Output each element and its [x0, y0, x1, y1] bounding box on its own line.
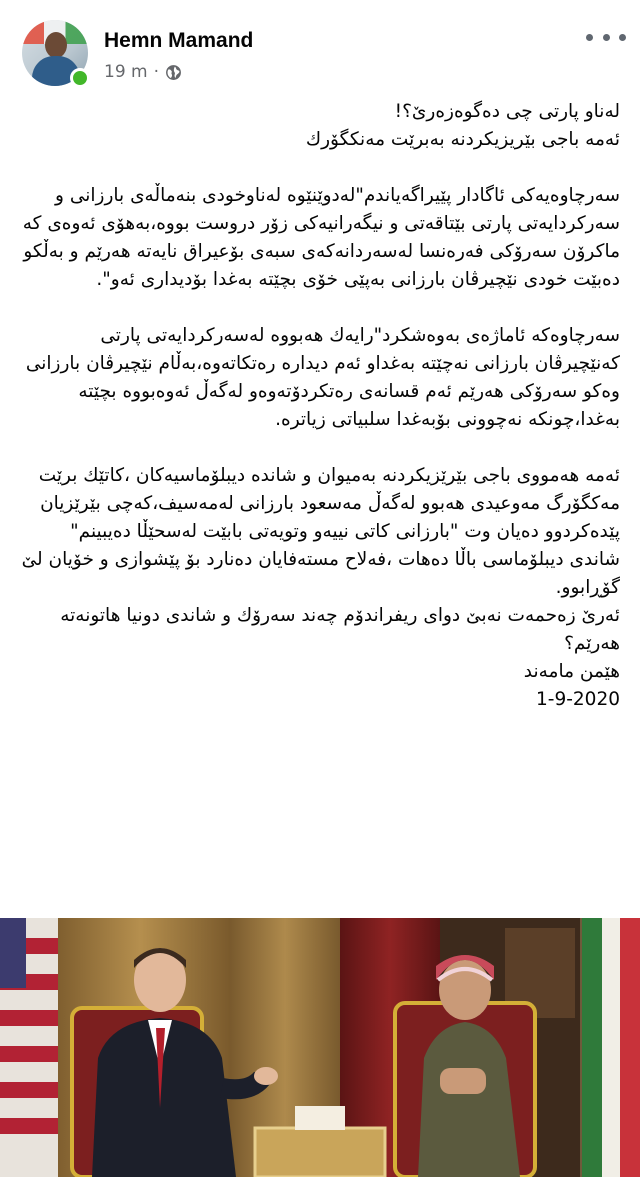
- avatar-head: [45, 32, 67, 58]
- post-paragraph-4: شاندی دیبلۆماسی باڵا دەهات ،فەلاح مستەفایان دەنارد بۆ پێشوازی و خۆیان لێ گۆڕابوو.: [21, 549, 620, 598]
- more-dot: [603, 34, 610, 41]
- post-paragraph-2: سەرچاوەکە ئاماژەی بەوەشکرد"رایەك هەبووە لەسەرکردایەتی پارتی کەنێچیرڤان بارزانی نەچێتە بەغداو ئەم دیدارە رەتکاتەوە،بەڵام نێچیرڤان بارزانی وەکو سەرۆکی هەرێم ئەم قسانەی رەتکردۆتەوەو لەگەڵ ئەوەبووە بچێتە بەغدا،چونکە نەچوونی بۆبەغدا سلبیاتی زیاترە.: [25, 325, 620, 430]
- author-name[interactable]: Hemn Mamand: [104, 29, 254, 52]
- post-paragraph-5: ئەرێ زەحمەت نەبێ دوای ریفراندۆم چەند سەرۆك و شاندی دونیا هاتونەتە هەرێم؟: [60, 605, 620, 654]
- post-line-title: لەناو پارتی چی دەگوەزەرێ؟!: [394, 101, 620, 122]
- post-header: [0, 0, 640, 100]
- more-options-button[interactable]: [586, 26, 626, 48]
- post-date: 1-9-2020: [536, 689, 620, 710]
- meeting-photo-illustration: [0, 918, 640, 1177]
- post-paragraph-1: سەرچاوەیەکی ئاگادار پێیراگەیاندم"لەدوێنێوە لەناوخودی بنەماڵەی بارزانی و سەرکردایەتی پارتی بێتاقەتی و نیگەرانیەکی زۆر دروست بووە،بەهۆی ئەوەی کە ماکرۆن سەرۆکی فەرەنسا لەسەردانەکەی سبەی بۆعیراق نایەتە هەرێم و بەڵکو دەبێت خودی نێچیرڤان بارزانی بەپێی خۆی بچێتە بەغدا بۆدیداری ئەو".: [22, 185, 620, 290]
- more-dot: [619, 34, 626, 41]
- post-time[interactable]: 19 m: [104, 62, 148, 82]
- post-text: [14, 98, 620, 714]
- kurdistan-flag: [582, 918, 640, 1177]
- paragraph-gap: [14, 294, 620, 322]
- paragraph-gap: [14, 434, 620, 462]
- globe-icon[interactable]: [165, 64, 182, 81]
- online-status-indicator: [70, 68, 90, 88]
- paragraph-gap: [14, 154, 620, 182]
- post-meta: [104, 62, 182, 82]
- post-photo[interactable]: [0, 918, 640, 1177]
- more-dot: [586, 34, 593, 41]
- post-paragraph-3: ئەمە هەمووی باجی بێرێزیکردنە بەمیوان و شاندە دیبلۆماسیەکان ،کاتێك برێت مەکگۆرگ مەوعیدی هەبوو لەگەڵ مەسعود بارزانی لەمەسیف،کەچی بێرێزیان پێدەکردوو دەیان وت "بارزانی کاتی نییەو وتویەتی بابێت لەسحێڵا دەیبینم": [38, 465, 620, 542]
- meta-separator: ·: [153, 62, 160, 82]
- post-signature: هێمن مامەند: [523, 661, 620, 682]
- post-line-subtitle: ئەمە باجی بێریزیکردنە بەبرێت مەنکگۆرك: [305, 129, 620, 150]
- us-flag: [0, 918, 58, 1177]
